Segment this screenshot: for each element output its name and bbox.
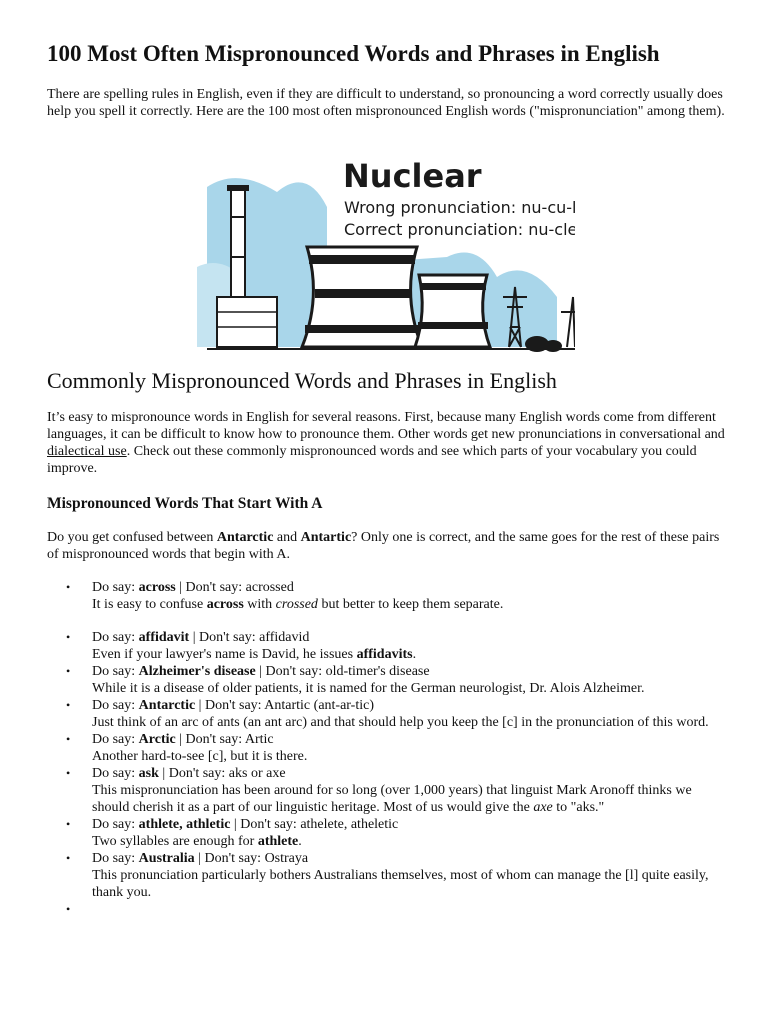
correct-word: Arctic	[138, 732, 176, 747]
subsection-text-1: Do you get confused between	[47, 530, 217, 545]
bullet-icon: •	[66, 580, 71, 594]
wrong-word: acrossed	[245, 580, 294, 595]
list-item	[47, 579, 727, 613]
bullet-icon: •	[66, 902, 71, 916]
bullet-icon: •	[66, 817, 71, 831]
item-note-bold: across	[206, 597, 244, 612]
do-say-label: Do say:	[92, 732, 139, 747]
list-item	[47, 663, 727, 697]
section-text-after: . Check out these commonly mispronounced words and see which parts of your vocabulary you could improve.	[47, 444, 697, 476]
item-note: with	[243, 597, 276, 612]
list-item	[47, 731, 727, 765]
list-item-empty	[47, 901, 727, 918]
figure-wrong-pronunciation: Wrong pronunciation: nu-cu-lar	[344, 198, 575, 217]
do-say-label: Do say:	[92, 664, 139, 679]
item-note: Even if your lawyer's name is David, he issues	[92, 647, 357, 662]
word-list	[47, 579, 727, 918]
list-item	[47, 629, 727, 663]
figure-heading: Nuclear	[343, 157, 482, 195]
figure-correct-pronunciation: Correct pronunciation: nu-cle-ar	[344, 220, 575, 239]
item-note: .	[412, 647, 417, 662]
list-item	[47, 850, 727, 901]
correct-word: athlete, athletic	[138, 817, 231, 832]
word-antartic: Antartic	[300, 530, 352, 545]
section-paragraph	[47, 409, 727, 477]
item-note: but better to keep them separate.	[317, 597, 504, 612]
do-say-label: Do say:	[92, 698, 139, 713]
wrong-word: Antartic (ant-ar-tic)	[264, 698, 374, 713]
do-say-label: Do say:	[92, 630, 139, 645]
do-say-label: Do say:	[92, 766, 139, 781]
wrong-word: aks or axe	[228, 766, 286, 781]
item-note: Two syllables are enough for	[92, 834, 258, 849]
wrong-word: Artic	[244, 732, 274, 747]
item-note: .	[298, 834, 302, 849]
correct-word: across	[138, 580, 176, 595]
correct-word: ask	[138, 766, 159, 781]
list-item	[47, 765, 727, 816]
dont-say-label: | Don't say:	[175, 580, 246, 595]
bullet-icon: •	[66, 851, 71, 865]
bullet-icon: •	[66, 664, 71, 678]
page-title: 100 Most Often Mispronounced Words and Phrases in English	[47, 41, 660, 66]
dont-say-label: | Don't say:	[255, 664, 326, 679]
wrong-word: old-timer's disease	[325, 664, 430, 679]
dont-say-label: | Don't say:	[175, 732, 245, 747]
item-note-italic: crossed	[275, 597, 318, 612]
wrong-word: athelete, atheletic	[300, 817, 399, 832]
wrong-word: Ostraya	[264, 851, 309, 866]
intro-paragraph: There are spelling rules in English, even if they are difficult to understand, so pronouncing a word correctly usually does help you spell it correctly. Here are the 100 most often mispronounced English words ("mispronunciation" among them).	[47, 87, 725, 119]
subsection-text-2: and	[273, 530, 301, 545]
list-item	[47, 816, 727, 850]
bullet-icon: •	[66, 630, 71, 644]
item-note: This mispronunciation has been around for so long (over 1,000 years) that linguist Mark Aronoff thinks we should cherish it as a part of our linguistic heritage. Most of us would give the	[92, 783, 692, 815]
bullet-icon: •	[66, 766, 71, 780]
do-say-label: Do say:	[92, 851, 139, 866]
word-antarctic: Antarctic	[216, 530, 274, 545]
dont-say-label: | Don't say:	[194, 851, 265, 866]
dont-say-label: | Don't say:	[230, 817, 301, 832]
correct-word: Antarctic	[138, 698, 196, 713]
item-note: This pronunciation particularly bothers Australians themselves, most of whom can manage the [l] quite easily, thank you.	[92, 868, 709, 900]
dont-say-label: | Don't say:	[158, 766, 229, 781]
item-note-bold: athlete	[257, 834, 299, 849]
subsection-text-3: ? Only one is correct, and the same goes for the rest of these pairs of mispronounced words that begin with A.	[47, 530, 720, 562]
dont-say-label: | Don't say:	[195, 698, 265, 713]
dont-say-label: | Don't say:	[189, 630, 260, 645]
correct-word: affidavit	[138, 630, 190, 645]
nuclear-illustration	[197, 147, 575, 357]
subsection-paragraph	[47, 529, 727, 563]
list-item	[47, 697, 727, 731]
section-title: Commonly Mispronounced Words and Phrases in English	[47, 368, 557, 393]
do-say-label: Do say:	[92, 580, 139, 595]
subsection-title: Mispronounced Words That Start With A	[47, 495, 323, 512]
correct-word: Australia	[138, 851, 195, 866]
item-note: While it is a disease of older patients, it is named for the German neurologist, Dr. Alois Alzheimer.	[92, 681, 645, 696]
wrong-word: affidavid	[259, 630, 310, 645]
bullet-icon: •	[66, 698, 71, 712]
item-note-bold: affidavits	[356, 647, 413, 662]
item-note: Just think of an arc of ants (an ant arc) and that should help you keep the [c] in the pronunciation of this word.	[92, 715, 709, 730]
do-say-label: Do say:	[92, 817, 139, 832]
bullet-icon: •	[66, 732, 71, 746]
item-note: to "aks."	[552, 800, 605, 815]
correct-word: Alzheimer's disease	[138, 664, 256, 679]
item-note: Another hard-to-see [c], but it is there.	[92, 749, 308, 764]
item-note-italic: axe	[533, 800, 553, 815]
section-text-before: It’s easy to mispronounce words in English for several reasons. First, because many English words come from different languages, it can be difficult to know how to pronounce them. Other words get new pronunciations in conversational and	[47, 410, 725, 442]
item-note: It is easy to confuse	[92, 597, 207, 612]
power-plant-image	[197, 147, 575, 357]
dialectical-use-link[interactable]: dialectical use	[47, 444, 127, 459]
